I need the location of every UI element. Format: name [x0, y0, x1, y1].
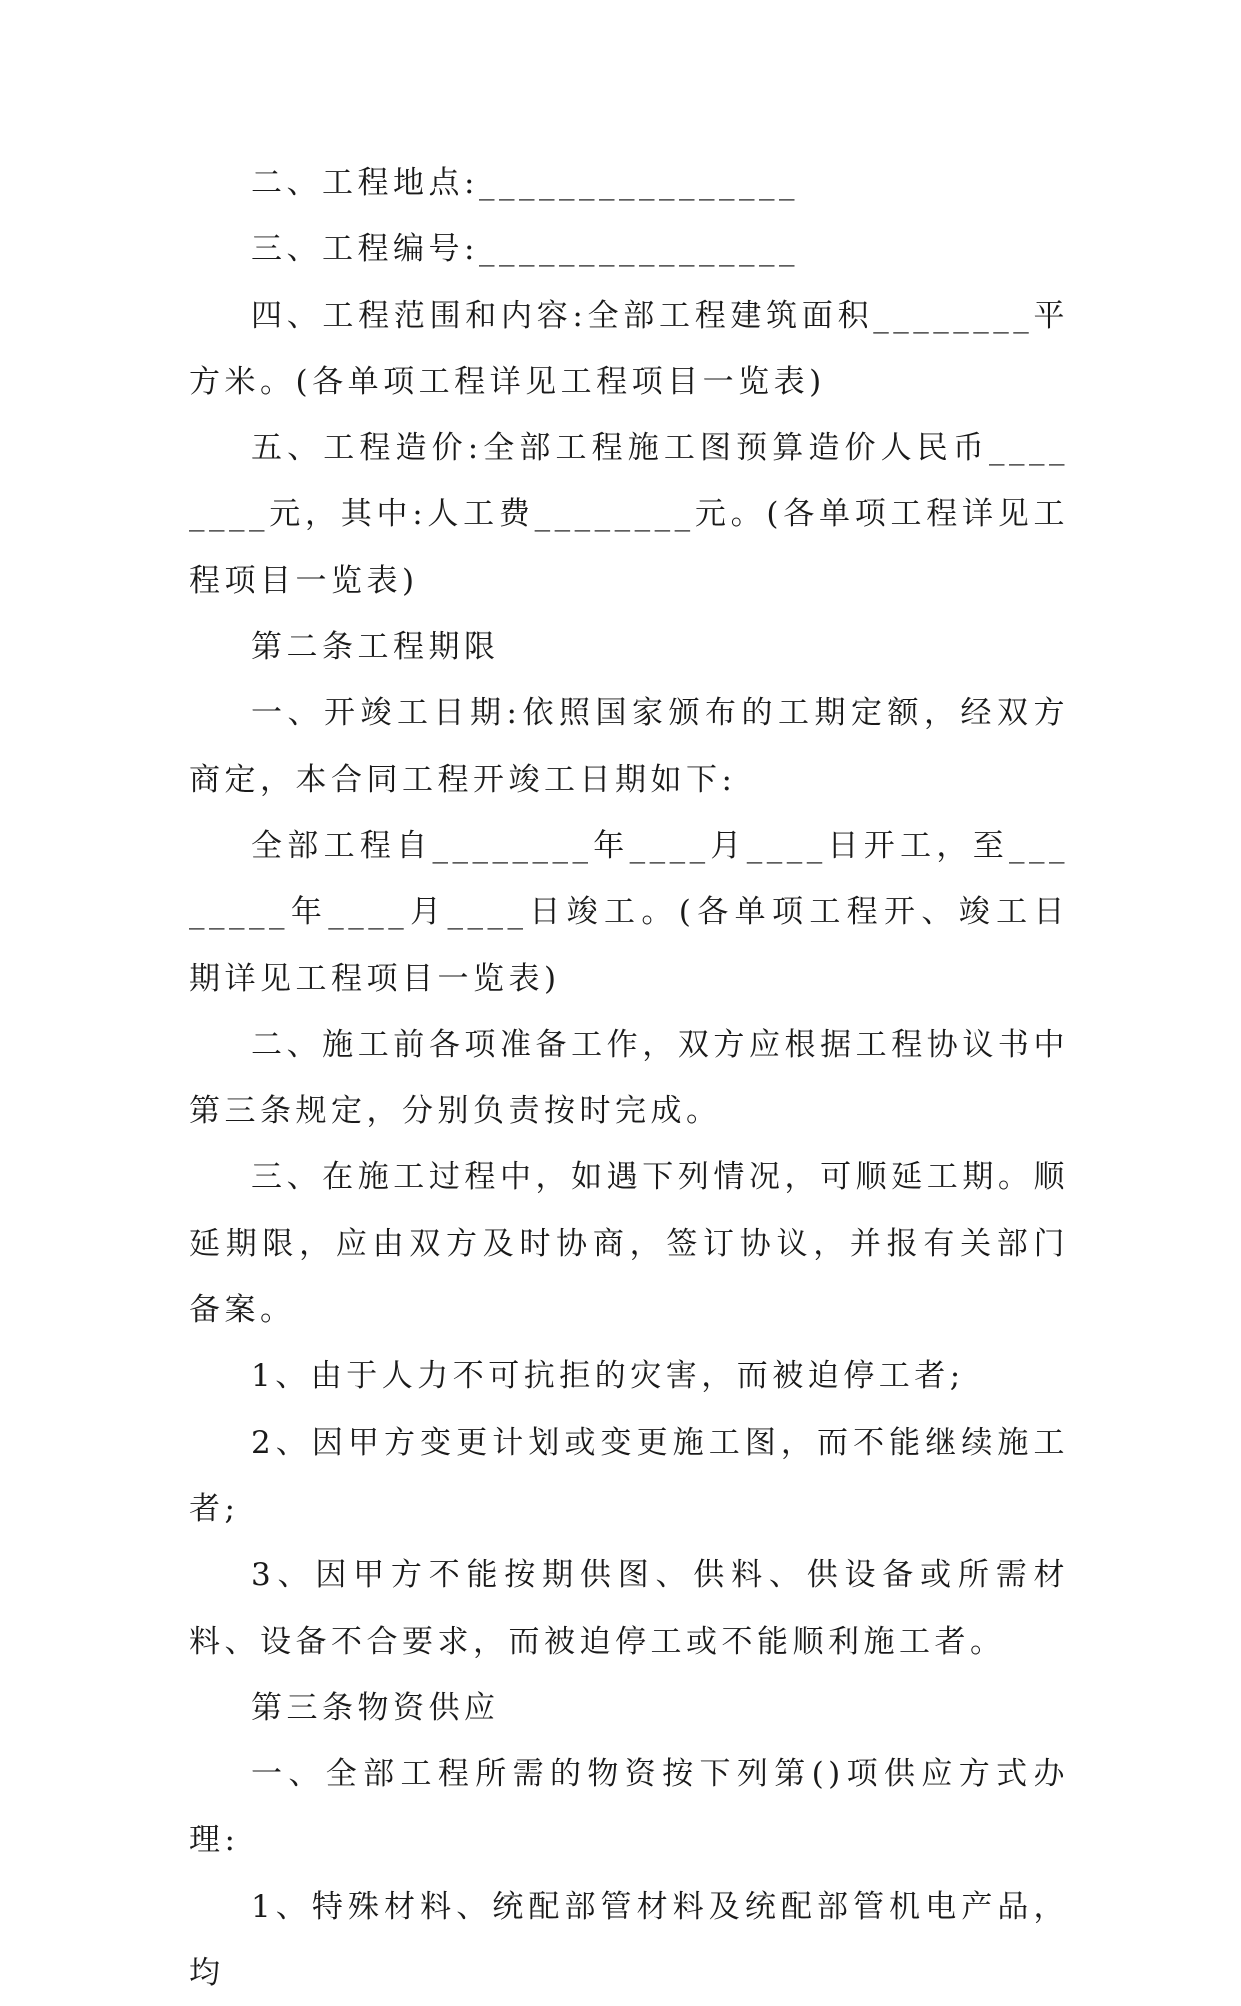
document-page [189, 150, 1069, 2006]
list-item-supply-delay: 3、因甲方不能按期供图、供料、供设备或所需材料、设备不合要求，而被迫停工或不能顺利施工者。 [189, 1557, 1069, 1660]
section-heading-article-2: 第二条工程期限 [251, 629, 500, 666]
clause-extension-conditions: 三、在施工过程中，如遇下列情况，可顺延工期。顺延期限，应由双方及时协商，签订协议，并报有关部门备案。 [189, 1159, 1069, 1329]
section-heading-article-3: 第三条物资供应 [251, 1689, 500, 1726]
clause-project-number: 三、工程编号:________________ [251, 231, 799, 268]
list-item-special-materials: 1、特殊材料、统配部管材料及统配部管机电产品，均 [189, 1888, 1069, 1992]
clause-date-fill-in: 全部工程自________年____月____日开工，至________年____月____日竣工。(各单项工程开、竣工日期详见工程项目一览表) [189, 827, 1069, 997]
clause-project-cost: 五、工程造价:全部工程施工图预算造价人民币________元，其中:人工费________元。(各单项工程详见工程项目一览表) [189, 430, 1069, 599]
list-item-plan-change: 2、因甲方变更计划或变更施工图，而不能继续施工者; [189, 1424, 1069, 1527]
clause-project-location: 二、工程地点:________________ [251, 165, 799, 201]
clause-start-end-dates: 一、开竣工日期:依照国家颁布的工期定额，经双方商定，本合同工程开竣工日期如下: [189, 695, 1069, 798]
clause-preparation-work: 二、施工前各项准备工作，双方应根据工程协议书中第三条规定，分别负责按时完成。 [189, 1026, 1069, 1130]
list-item-force-majeure: 1、由于人力不可抗拒的灾害，而被迫停工者; [251, 1358, 965, 1395]
clause-material-supply: 一、全部工程所需的物资按下列第()项供应方式办理: [189, 1756, 1069, 1859]
clause-project-scope: 四、工程范围和内容:全部工程建筑面积________平方米。(各单项工程详见工程项目一览表) [189, 297, 1069, 400]
